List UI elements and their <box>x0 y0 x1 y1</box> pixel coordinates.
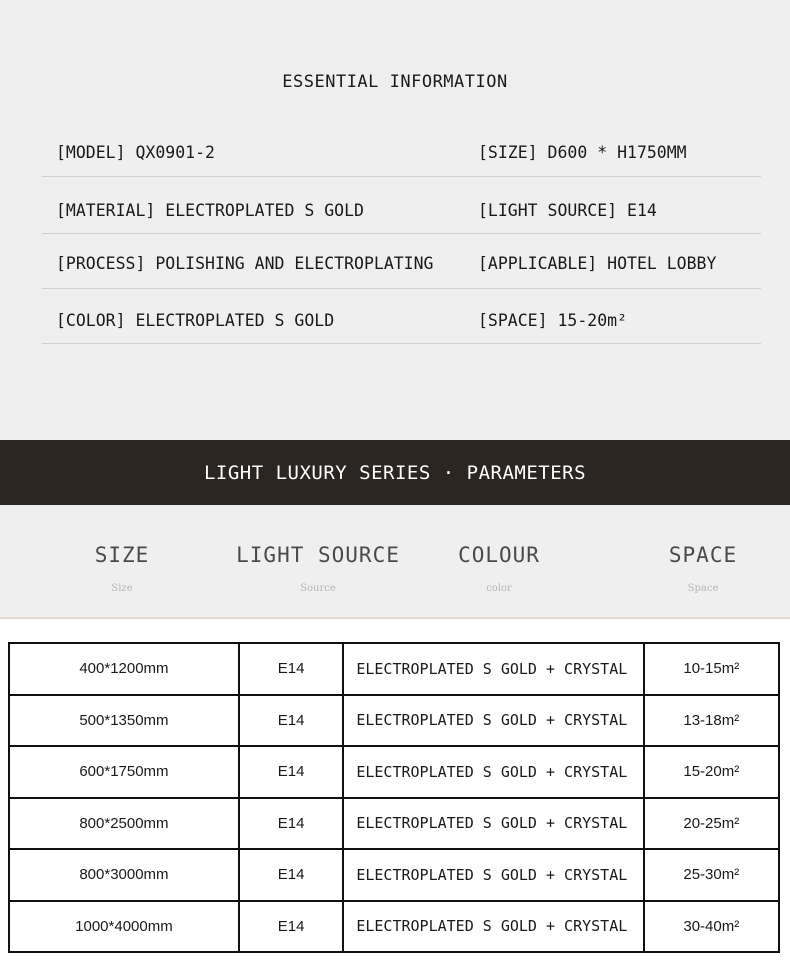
space-cell: 20-25m² <box>644 798 779 850</box>
info-material: [MATERIAL] ELECTROPLATED S GOLD <box>56 201 364 220</box>
space-cell: 15-20m² <box>644 746 779 798</box>
color-cell: ELECTROPLATED S GOLD + CRYSTAL <box>343 643 643 695</box>
source-cell: E14 <box>239 849 343 901</box>
table-row <box>9 643 779 695</box>
param-subtitle: Space <box>687 583 719 594</box>
size-cell: 1000*4000mm <box>9 901 239 953</box>
param-subtitle: color <box>486 583 512 594</box>
source-cell: E14 <box>239 746 343 798</box>
param-title: COLOUR <box>458 543 540 567</box>
info-size: [SIZE] D600 * H1750MM <box>478 143 687 162</box>
info-applicable: [APPLICABLE] HOTEL LOBBY <box>478 254 717 273</box>
divider <box>42 343 761 344</box>
size-cell: 800*3000mm <box>9 849 239 901</box>
info-process: [PROCESS] POLISHING AND ELECTROPLATING <box>56 254 434 273</box>
space-cell: 10-15m² <box>644 643 779 695</box>
size-cell: 400*1200mm <box>9 643 239 695</box>
space-cell: 13-18m² <box>644 695 779 747</box>
essential-information-title: ESSENTIAL INFORMATION <box>282 72 508 92</box>
table-row <box>9 695 779 747</box>
source-cell: E14 <box>239 643 343 695</box>
param-title: LIGHT SOURCE <box>236 543 400 567</box>
table-row <box>9 746 779 798</box>
size-cell: 600*1750mm <box>9 746 239 798</box>
info-model: [MODEL] QX0901-2 <box>56 143 215 162</box>
space-cell: 30-40m² <box>644 901 779 953</box>
param-title: SIZE <box>94 543 150 567</box>
divider <box>42 288 761 289</box>
color-cell: ELECTROPLATED S GOLD + CRYSTAL <box>343 901 643 953</box>
parameters-banner-title: LIGHT LUXURY SERIES · PARAMETERS <box>203 461 587 484</box>
param-title: SPACE <box>668 543 738 567</box>
divider <box>42 176 761 177</box>
param-subtitle: Source <box>300 583 336 594</box>
parameters-banner <box>0 440 790 505</box>
color-cell: ELECTROPLATED S GOLD + CRYSTAL <box>343 798 643 850</box>
space-cell: 25-30m² <box>644 849 779 901</box>
source-cell: E14 <box>239 901 343 953</box>
specification-table <box>8 642 780 953</box>
color-cell: ELECTROPLATED S GOLD + CRYSTAL <box>343 695 643 747</box>
info-color: [COLOR] ELECTROPLATED S GOLD <box>56 311 335 330</box>
table-row <box>9 849 779 901</box>
essential-information-section <box>0 0 790 440</box>
size-cell: 500*1350mm <box>9 695 239 747</box>
source-cell: E14 <box>239 798 343 850</box>
color-cell: ELECTROPLATED S GOLD + CRYSTAL <box>343 746 643 798</box>
info-light-source: [LIGHT SOURCE] E14 <box>478 201 657 220</box>
info-space: [SPACE] 15-20m² <box>478 311 628 330</box>
param-subtitle: Size <box>111 583 133 594</box>
table-row <box>9 798 779 850</box>
size-cell: 800*2500mm <box>9 798 239 850</box>
divider <box>42 233 761 234</box>
table-row <box>9 901 779 953</box>
parameters-header <box>0 505 790 619</box>
source-cell: E14 <box>239 695 343 747</box>
color-cell: ELECTROPLATED S GOLD + CRYSTAL <box>343 849 643 901</box>
